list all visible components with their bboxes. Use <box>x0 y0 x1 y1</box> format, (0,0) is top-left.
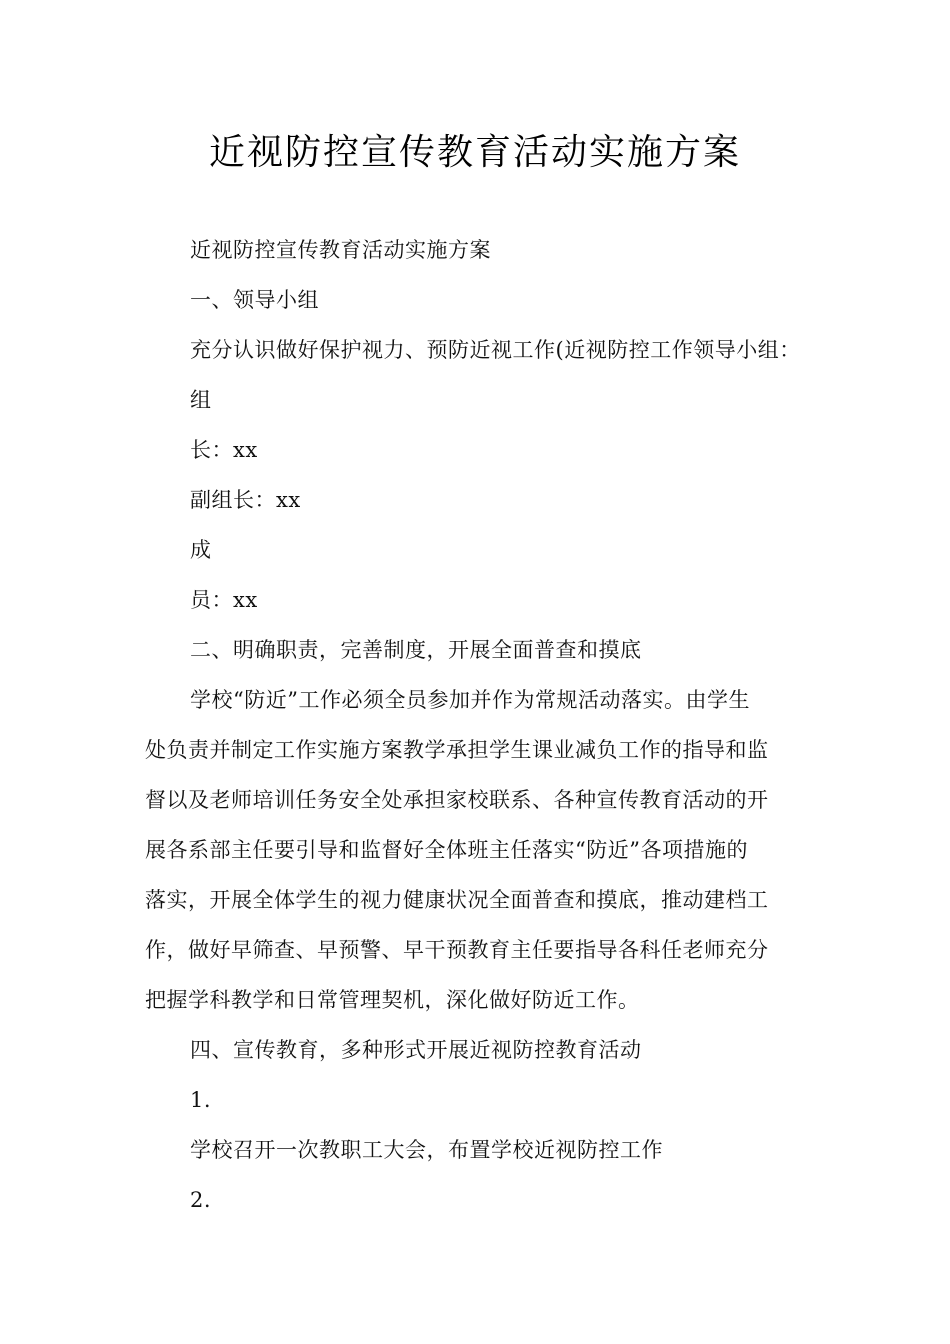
paragraph-line: 成 <box>190 538 212 562</box>
list-item-text: 学校召开一次教职工大会，布置学校近视防控工作 <box>190 1138 663 1162</box>
section-heading-4: 四、宣传教育，多种形式开展近视防控教育活动 <box>190 1038 642 1062</box>
paragraph-line: 长：xx <box>190 438 258 462</box>
paragraph-line: 督以及老师培训任务安全处承担家校联系、各种宣传教育活动的开 <box>145 788 769 812</box>
paragraph-line: 把握学科教学和日常管理契机，深化做好防近工作。 <box>145 988 640 1012</box>
document-title: 近视防控宣传教育活动实施方案 <box>208 132 741 173</box>
section-heading-1: 一、领导小组 <box>190 288 319 312</box>
paragraph-line: 员：xx <box>190 588 258 612</box>
paragraph-line: 展各系部主任要引导和监督好全体班主任落实“防近”各项措施的 <box>145 838 748 862</box>
paragraph-line: 充分认识做好保护视力、预防近视工作(近视防控工作领导小组： <box>190 338 801 362</box>
paragraph-line: 处负责并制定工作实施方案教学承担学生课业减负工作的指导和监 <box>145 738 769 762</box>
paragraph-line: 作，做好早筛查、早预警、早干预教育主任要指导各科任老师充分 <box>145 938 769 962</box>
section-heading-2: 二、明确职责，完善制度，开展全面普查和摸底 <box>190 638 642 662</box>
paragraph-line: 学校“防近”工作必须全员参加并作为常规活动落实。由学生 <box>190 688 750 712</box>
subtitle-line: 近视防控宣传教育活动实施方案 <box>190 238 491 262</box>
paragraph-line: 组 <box>190 388 212 412</box>
list-number: 1. <box>190 1088 212 1112</box>
paragraph-line: 副组长：xx <box>190 488 301 512</box>
paragraph-line: 落实，开展全体学生的视力健康状况全面普查和摸底，推动建档工 <box>145 888 769 912</box>
list-number: 2. <box>190 1188 212 1212</box>
